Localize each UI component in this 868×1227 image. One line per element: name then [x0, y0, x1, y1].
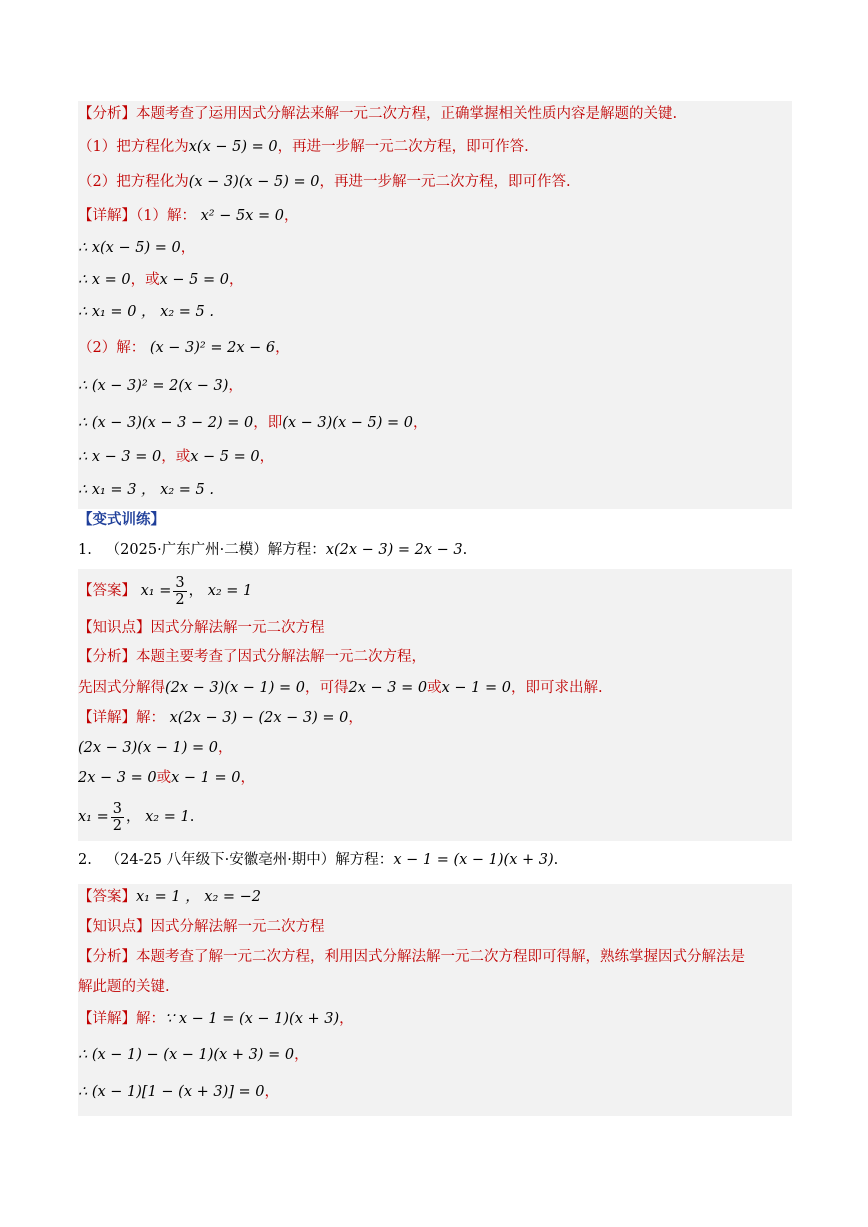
line-part2: （2）解： (x − 3)² = 2x − 6， [78, 340, 290, 356]
eq-e3b: (x − 3)(x − 5) = 0 [282, 415, 413, 431]
q1-eq-s3a: 2x − 3 = 0 [78, 770, 157, 786]
analysis-text: 本题考查了运用因式分解法来解一元二次方程，正确掌握相关性质内容是解题的关键. [136, 106, 678, 122]
q2-eq-s3: ∴ (x − 1)[1 − (x + 3)] = 0 [78, 1084, 265, 1100]
q2-number: 2. [78, 852, 92, 868]
eq-e4b: x − 5 = 0 [190, 449, 260, 465]
step2-label: （2）把方程化为 [78, 174, 189, 190]
eq-e4a: ∴ x − 3 = 0 [78, 449, 162, 465]
q2-eq-s1: ∵ x − 1 = (x − 1)(x + 3) [165, 1011, 340, 1027]
q1-number: 1. [78, 542, 92, 558]
line-e4: ∴ x − 3 = 0，或x − 5 = 0， [78, 449, 275, 465]
q1-s4-x2: x₂ = 1 [145, 809, 190, 825]
q1-s3-or: 或 [156, 770, 172, 786]
q1-s4-line: x₁ = $\frac{3}{2}$ ， x₂ = 1. [78, 800, 195, 834]
detail-line: 【详解】（1）解： x² − 5x = 0， [78, 208, 299, 224]
q1-s4-num: 3 [112, 800, 122, 817]
q1-answer-fraction [173, 575, 186, 608]
q1-answer-num: 3 [175, 574, 185, 591]
line-d3: ∴ x = 0，或x − 5 = 0， [78, 272, 244, 288]
q1-analysis2-line [78, 678, 603, 698]
line-e2: ∴ (x − 3)² = 2(x − 3)， [78, 378, 243, 394]
step1-tail: ，再进一步解一元二次方程，即可作答. [277, 139, 529, 155]
q1-s2-line: (2x − 3)(x − 1) = 0， [78, 740, 233, 756]
eq-d3a: ∴ x = 0 [78, 272, 131, 288]
q2-knowledge-tag: 【知识点】 [78, 919, 151, 935]
e3-mid: ，即 [253, 415, 283, 431]
q2-detail-line: 【详解】解：∵ x − 1 = (x − 1)(x + 3)， [78, 1011, 354, 1027]
analysis-line [78, 104, 677, 124]
q2-detail-label: 解： [136, 1011, 165, 1027]
q2-answer-line [78, 887, 261, 907]
eq-e2: ∴ (x − 3)² = 2(x − 3) [78, 378, 229, 394]
q1-analysis-line [78, 647, 426, 667]
q2-answer-tag: 【答案】 [78, 889, 136, 905]
eq-d4: ∴ x₁ = 0 ， x₂ = 5 . [78, 304, 214, 320]
q2-equation: x − 1 = (x − 1)(x + 3) [393, 852, 554, 868]
q1-s3-line: 2x − 3 = 0或x − 1 = 0， [78, 770, 255, 786]
q1-source: （2025·广东广州·二模）解方程： [105, 542, 326, 558]
step2-line [78, 172, 571, 192]
step1-line [78, 137, 529, 157]
step1-label: （1）把方程化为 [78, 139, 189, 155]
step2-equation: (x − 3)(x − 5) = 0 [188, 174, 320, 190]
eq-e1: (x − 3)² = 2x − 6 [149, 340, 276, 356]
line-d4 [78, 302, 214, 322]
eq-e5: ∴ x₁ = 3 ， x₂ = 5 . [78, 482, 214, 498]
line-e3: ∴ (x − 3)(x − 3 − 2) = 0，即(x − 3)(x − 5) = 0， [78, 415, 428, 431]
q1-detail-line: 【详解】解： x(2x − 3) − (2x − 3) = 0， [78, 710, 363, 726]
q1-analysis2-eq2: 2x − 3 = 0 [348, 680, 428, 696]
q1-analysis2-or: 或 [427, 680, 442, 696]
q1-answer-x1: x₁ = [140, 583, 172, 599]
line-d2: ∴ x(x − 5) = 0， [78, 240, 196, 256]
step2-tail: ，再进一步解一元二次方程，即可作答. [319, 174, 571, 190]
q1-eq-s2: (2x − 3)(x − 1) = 0 [78, 740, 218, 756]
q1-analysis-tag: 【分析】 [78, 649, 136, 665]
q2-knowledge: 因式分解法解一元二次方程 [150, 919, 325, 935]
q1-answer-tag: 【答案】 [78, 583, 136, 599]
line-e5 [78, 480, 214, 500]
q1-analysis2-b: ，可得 [305, 680, 349, 696]
q1-eq-s1: x(2x − 3) − (2x − 3) = 0 [169, 710, 349, 726]
eq-e3: ∴ (x − 3)(x − 3 − 2) = 0 [78, 415, 254, 431]
q1-detail-label: 解： [136, 710, 165, 726]
q1-s4-den: 2 [112, 817, 122, 834]
q1-answer-den: 2 [175, 591, 185, 608]
step1-equation: x(x − 5) = 0 [188, 139, 278, 155]
q1-knowledge: 因式分解法解一元二次方程 [150, 620, 325, 636]
q1-detail-tag: 【详解】 [78, 710, 136, 726]
q2-eq-s2: ∴ (x − 1) − (x − 1)(x + 3) = 0 [78, 1047, 295, 1063]
q2-analysis-cont-line: 解此题的关键. [78, 979, 170, 995]
q2-s2-line: ∴ (x − 1) − (x − 1)(x + 3) = 0， [78, 1047, 309, 1063]
q2-analysis-tag: 【分析】 [78, 949, 136, 965]
q1-analysis2-c: ，即可求出解. [510, 680, 603, 696]
q1-analysis2-eq: (2x − 3)(x − 1) = 0 [165, 680, 305, 696]
q1-s4-x1: x₁ = [78, 809, 109, 825]
q1-s4-fraction [111, 801, 124, 834]
q1-answer-line: 【答案】 x₁ = $\frac{3}{2}$ ， x₂ = 1 [78, 574, 253, 608]
q1-eq-s3b: x − 1 = 0 [171, 770, 241, 786]
q2-knowledge-line [78, 917, 325, 937]
section-title: 【变式训练】 [78, 511, 165, 528]
q1-analysis2-a: 先因式分解得 [78, 680, 165, 696]
q2-s3-line: ∴ (x − 1)[1 − (x + 3)] = 0， [78, 1084, 280, 1100]
q2-answer: x₁ = 1 ， x₂ = −2 [136, 889, 262, 905]
q1-analysis2-eq3: x − 1 = 0 [441, 680, 511, 696]
q2-analysis-line [78, 947, 745, 967]
q2-source: （24-25 八年级下·安徽亳州·期中）解方程： [105, 852, 394, 868]
detail-part1: （1）解： [136, 208, 196, 224]
q1-knowledge-line [78, 618, 325, 638]
q1-answer-x2: x₂ = 1 [207, 583, 253, 599]
d3-or: ，或 [130, 272, 160, 288]
q1-equation: x(2x − 3) = 2x − 3 [325, 542, 463, 558]
part2-label: （2）解： [78, 340, 146, 356]
q2-detail-tag: 【详解】 [78, 1011, 136, 1027]
e4-or: ，或 [161, 449, 191, 465]
q1-knowledge-tag: 【知识点】 [78, 620, 151, 636]
eq-d1: x² − 5x = 0 [200, 208, 284, 224]
q2-analysis: 本题考查了解一元二次方程，利用因式分解法解一元二次方程即可得解，熟练掌握因式分解法是 [136, 949, 745, 965]
q1-analysis: 本题主要考查了因式分解法解一元二次方程， [136, 649, 426, 665]
q1-line: 1. （2025·广东广州·二模）解方程：x(2x − 3) = 2x − 3. [78, 542, 468, 558]
detail-tag: 【详解】 [78, 208, 136, 224]
eq-d3b: x − 5 = 0 [159, 272, 229, 288]
eq-d2: ∴ x(x − 5) = 0 [78, 240, 181, 256]
analysis-tag: 【分析】 [78, 106, 136, 122]
q2-line: 2. （24-25 八年级下·安徽亳州·期中）解方程：x − 1 = (x − 1)(x + 3). [78, 852, 559, 868]
